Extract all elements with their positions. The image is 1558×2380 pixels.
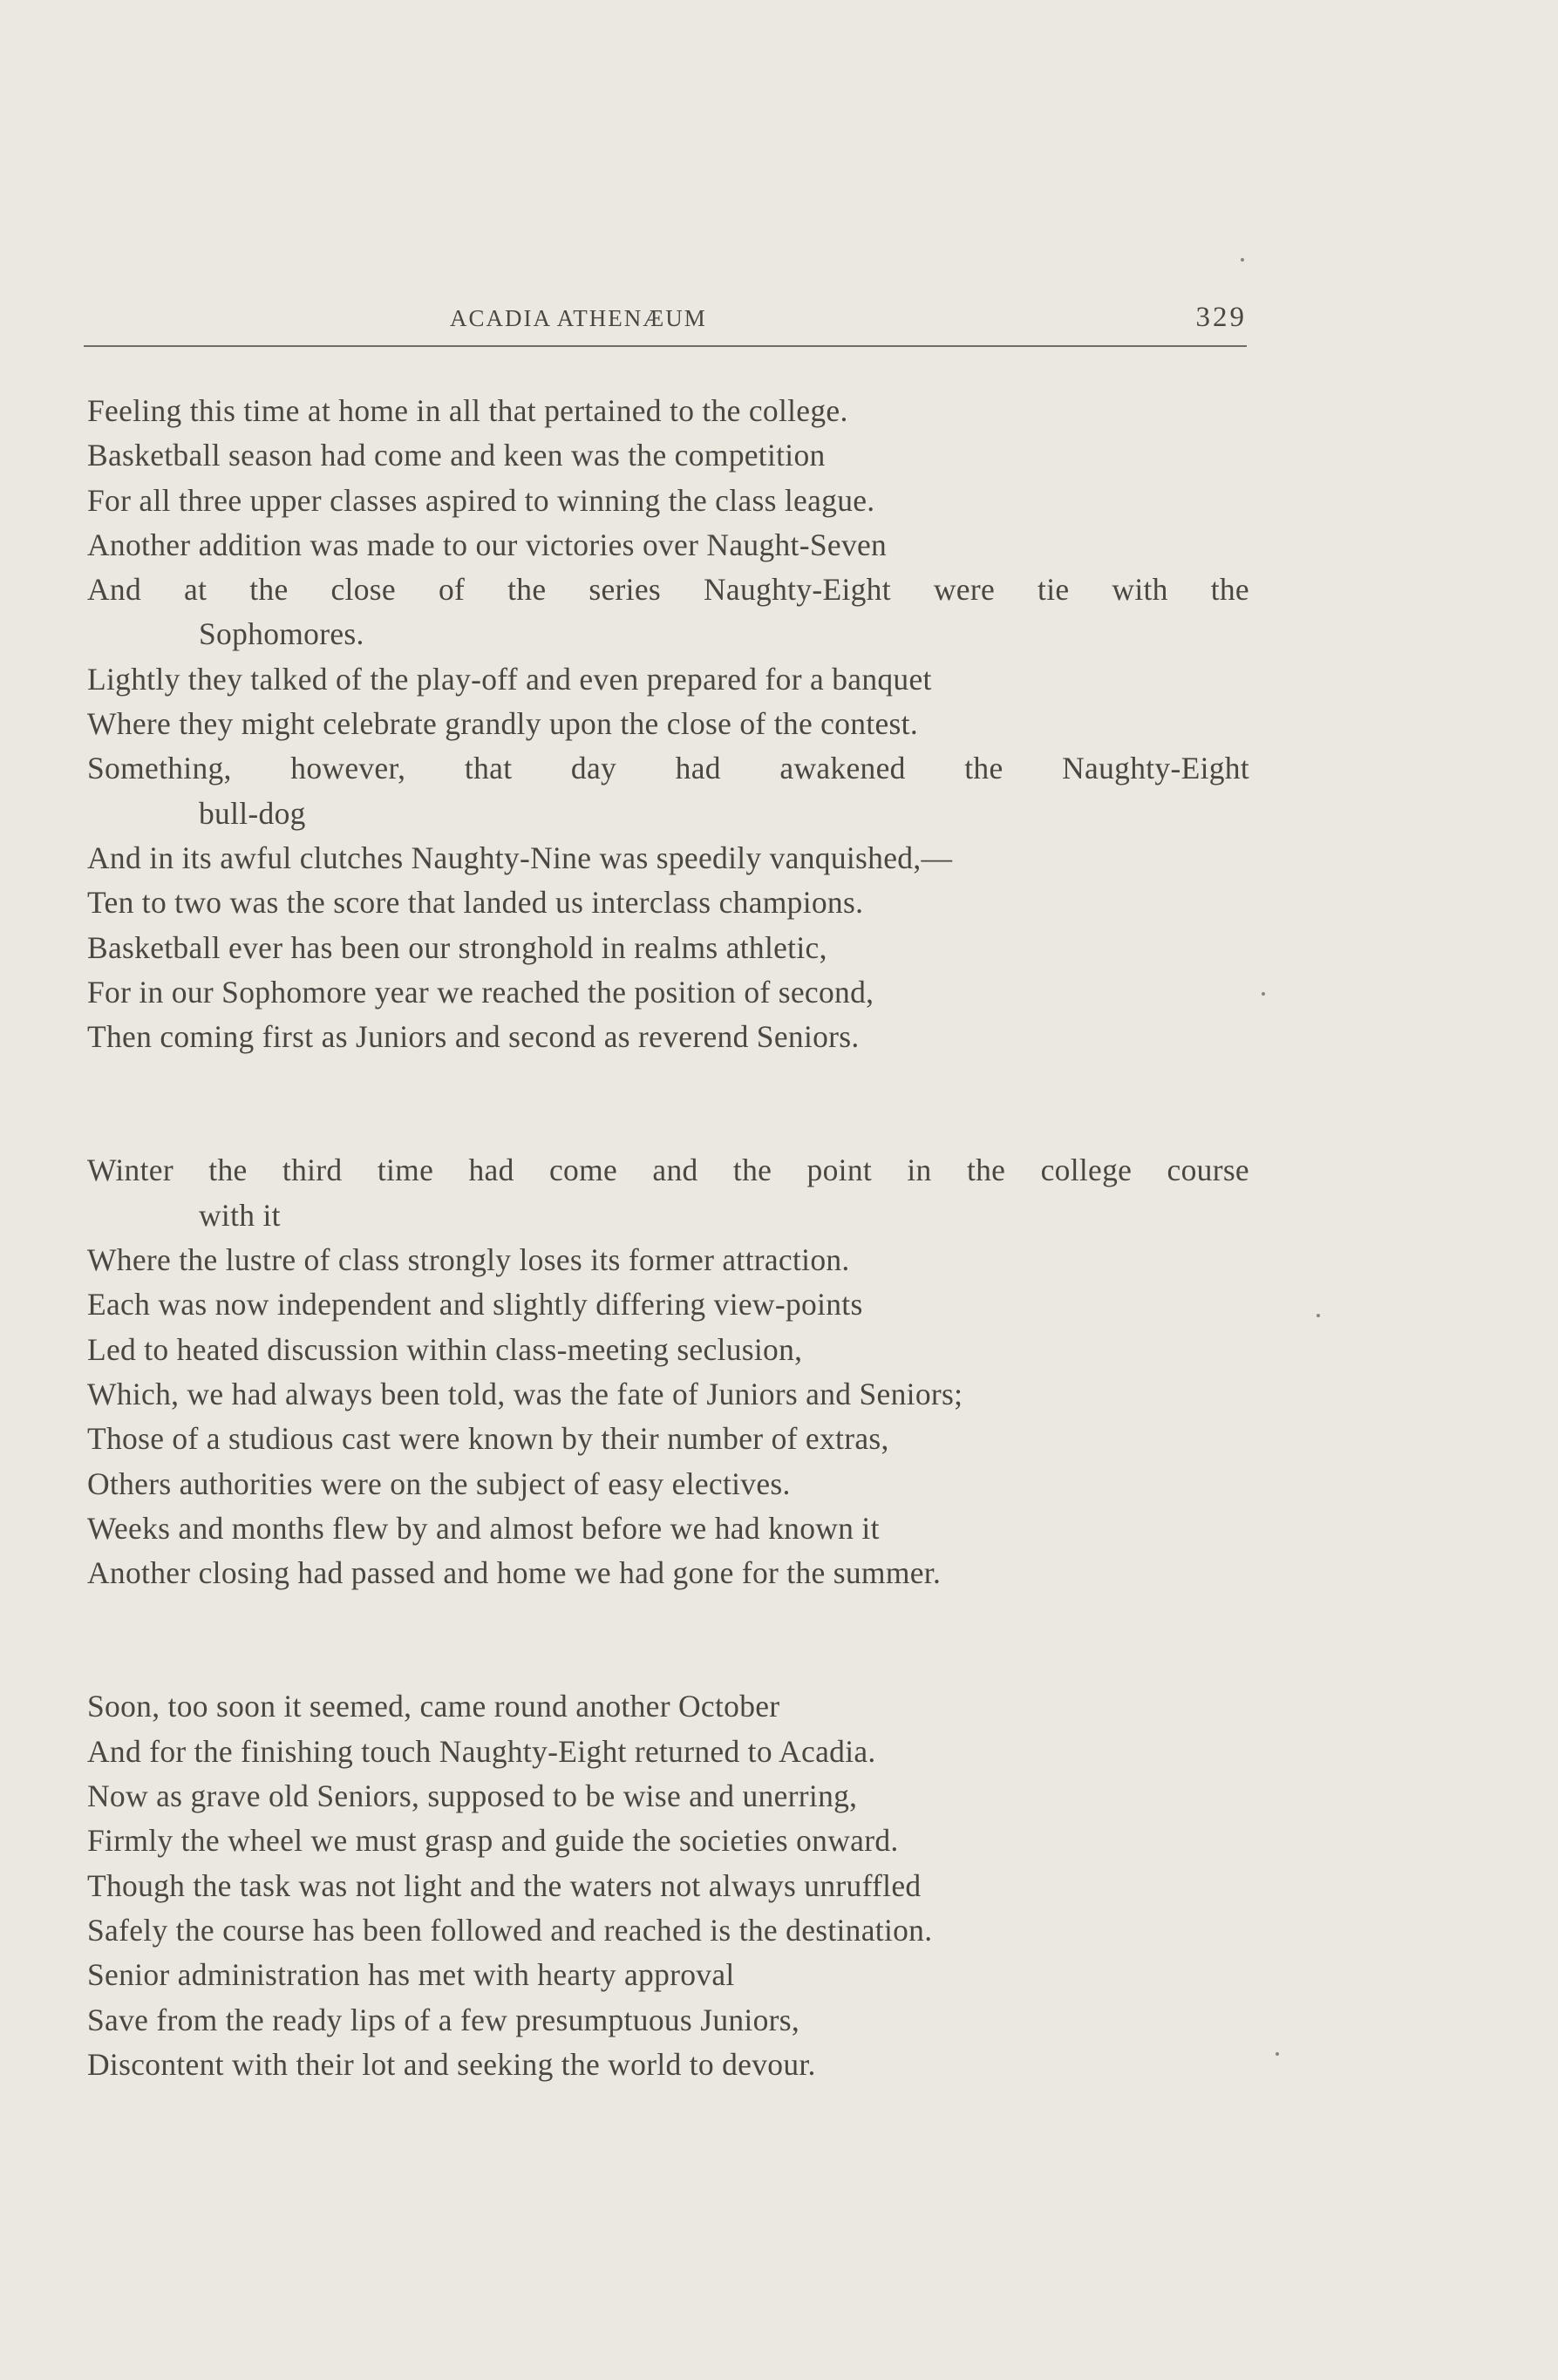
poem-line [87, 1015, 1255, 1059]
poem-line [87, 1417, 1255, 1461]
running-head: ACADIA ATHENÆUM [450, 305, 707, 331]
poem-line [87, 657, 1255, 702]
print-speck [1316, 1314, 1320, 1317]
line-text: Save from the ready lips of a few presumptuous Juniors, [87, 2002, 800, 2037]
line-text: Senior administration has met with hearty approval [87, 1957, 735, 1993]
poem-line [87, 1864, 1255, 1908]
line-text: Soon, too soon it seemed, came round another October [87, 1689, 780, 1724]
line-continuation: Sophomores. [199, 616, 364, 652]
poem-line [87, 970, 1255, 1015]
line-text: Led to heated discussion within class-meeting seclusion, [87, 1331, 803, 1367]
poem-line [87, 1462, 1255, 1506]
poem-line [87, 568, 1255, 657]
line-continuation: bull-dog [199, 795, 306, 831]
poem-line [87, 1819, 1255, 1863]
poem-line [87, 389, 1255, 433]
stanza [87, 1684, 1255, 2087]
poem-line [87, 1238, 1255, 1282]
line-text: Weeks and months flew by and almost before we had known it [87, 1510, 880, 1546]
poem-line [87, 881, 1255, 925]
poem-line [87, 1328, 1255, 1372]
line-text: Something, however, that day had awakened the Naughty-Eight [87, 751, 1249, 786]
line-text: Where the lustre of class strongly loses its former attraction. [87, 1242, 850, 1278]
line-text: And in its awful clutches Naughty-Nine was speedily vanquished,— [87, 840, 953, 875]
line-text: Where they might celebrate grandly upon the close of the contest. [87, 706, 919, 742]
line-text: Then coming first as Juniors and second as reverend Seniors. [87, 1019, 860, 1055]
print-speck [1241, 258, 1244, 262]
print-speck [1262, 992, 1265, 996]
poem-line [87, 1998, 1255, 2043]
poem-line [87, 2043, 1255, 2087]
line-text: Which, we had always been told, was the fate of Juniors and Seniors; [87, 1376, 963, 1411]
poem-line [87, 1774, 1255, 1819]
poem-line [87, 1282, 1255, 1327]
poem-line [87, 1953, 1255, 1997]
line-continuation: with it [199, 1197, 281, 1233]
line-text: Each was now independent and slightly differing view-points [87, 1287, 863, 1323]
line-text: For in our Sophomore year we reached the position of second, [87, 974, 874, 1010]
line-text: Another addition was made to our victories over Naught-Seven [87, 527, 888, 562]
line-text: And at the close of the series Naughty-Eight were tie with the [87, 572, 1249, 608]
line-text: Firmly the wheel we must grasp and guide the societies onward. [87, 1823, 899, 1859]
poem-line [87, 1372, 1255, 1417]
poem-line [87, 836, 1255, 881]
header-rule [84, 345, 1247, 347]
poem-line [87, 746, 1255, 836]
poem-line [87, 1684, 1255, 1729]
line-text: Ten to two was the score that landed us interclass champions. [87, 885, 864, 921]
line-text: Basketball ever has been our stronghold in realms athletic, [87, 929, 827, 965]
line-text: Discontent with their lot and seeking the world to devour. [87, 2046, 816, 2082]
page-header [84, 300, 1247, 343]
poem-line [87, 1148, 1255, 1238]
stanza [87, 1148, 1255, 1595]
poem-line [87, 926, 1255, 970]
poem-line [87, 433, 1255, 478]
line-text: And for the finishing touch Naughty-Eight returned to Acadia. [87, 1733, 876, 1769]
print-speck [1276, 2052, 1279, 2056]
poem-line [87, 1908, 1255, 1953]
poem-line [87, 479, 1255, 523]
poem-line [87, 702, 1255, 746]
line-text: Another closing had passed and home we had gone for the summer. [87, 1555, 942, 1591]
poem-line [87, 1551, 1255, 1595]
page-number: 329 [1195, 302, 1247, 333]
line-text: Basketball season had come and keen was the competition [87, 438, 826, 473]
line-text: Others authorities were on the subject of easy electives. [87, 1465, 791, 1501]
line-text: For all three upper classes aspired to winning the class league. [87, 482, 875, 518]
line-text: Safely the course has been followed and reached is the destination. [87, 1912, 933, 1948]
line-text: Those of a studious cast were known by their number of extras, [87, 1421, 889, 1457]
line-text: Winter the third time had come and the point in the college course [87, 1153, 1249, 1188]
poem-body [87, 389, 1255, 2087]
poem-line [87, 1730, 1255, 1774]
line-text: Lightly they talked of the play-off and even prepared for a banquet [87, 661, 932, 697]
line-text: Though the task was not light and the waters not always unruffled [87, 1867, 922, 1903]
poem-line [87, 523, 1255, 568]
stanza [87, 389, 1255, 1059]
line-text: Now as grave old Seniors, supposed to be wise and unerring, [87, 1778, 858, 1814]
poem-line [87, 1506, 1255, 1551]
line-text: Feeling this time at home in all that pertained to the college. [87, 393, 848, 428]
